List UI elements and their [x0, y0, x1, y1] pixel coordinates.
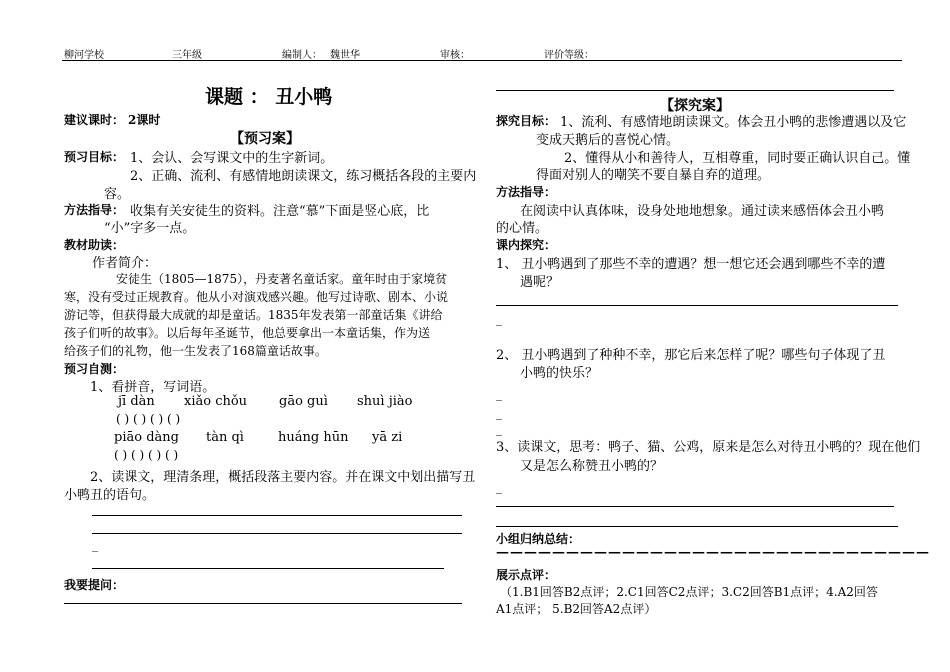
right-top-rule [496, 90, 894, 91]
header-grade-label: 评价等级： [544, 50, 594, 61]
summary-dash-line: ——————————————————————————————— [496, 545, 930, 560]
selftest-q2a: 2、读课文，理清条理，概括段落主要内容。并在课文中划出描写丑 [90, 470, 476, 485]
explore-goal-2b: 得面对别人的嘲笑不要自暴自弃的道理。 [536, 168, 771, 183]
page-title: 课题 ： 丑小鸭 [205, 86, 333, 108]
header-school: 柳河学校 [64, 50, 104, 61]
inclass-q1a: 1、 丑小鸭遇到了那些不幸的遭遇？想一想它还会遇到哪些不幸的遭 [496, 257, 886, 272]
selftest-label: 预习自测： [64, 362, 125, 376]
pinyin-gaogui: gāo guì [279, 394, 328, 409]
preview-goal-1: 1、会认、会写课文中的生字新词。 [130, 151, 334, 166]
inclass-q3a: 3、读课文，思考：鸭子、猫、公鸡，原来是怎么对待丑小鸭的？现在他们 [496, 440, 921, 455]
author-label: 作者简介： [92, 256, 158, 271]
explore-goal-2a: 2、懂得从小和善待人，互相尊重，同时要正确认识自己。懂 [564, 151, 911, 166]
pinyin-shuijiao: shuì jiào [357, 394, 413, 409]
show-text-2: A1点评； 5.B2回答A2点评） [496, 602, 657, 616]
header-editor-label: 编制人： [282, 50, 322, 61]
header-rule [62, 60, 902, 61]
bio-line-2: 寒，没有受过正规教育。他从小对演戏感兴趣。他写过诗歌、剧本、小说 [64, 290, 449, 304]
explore-goal-label: 探究目标： [496, 114, 557, 128]
answer-line-3 [92, 568, 444, 569]
brackets-row-1: ( ) ( ) ( ) ( ) [116, 412, 181, 426]
answer-line-2 [92, 533, 462, 534]
preview-goal-label: 预习目标： [64, 150, 125, 164]
q3-mark: _ [496, 480, 502, 494]
pinyin-tanqi: tàn qì [206, 430, 244, 445]
bio-line-4: 孩子们听的故事》。以后每年圣诞节，他总要拿出一本童话集，作为送 [64, 326, 431, 340]
q3-answer-line-1 [496, 506, 894, 507]
summary-label: 小组归纳总结： [496, 532, 581, 546]
explore-goal-1a: 1、流利、有感情地朗读课文。体会丑小鸭的悲惨遭遇以及它 [560, 115, 907, 130]
hours-label: 建议课时： [64, 113, 125, 127]
preview-section-title: 【预习案】 [230, 131, 300, 147]
pinyin-jidan: jī dàn [118, 394, 155, 409]
header-editor-name: 魏世华 [330, 50, 360, 61]
answer-mark: _ [92, 538, 98, 552]
selftest-q1: 1、看拼音，写词语。 [90, 380, 216, 395]
pinyin-yazi: yā zi [372, 430, 403, 445]
inclass-q2b: 小鸭的快乐？ [520, 366, 599, 381]
method-text-b: “小”字多一点。 [104, 221, 196, 236]
aid-label: 教材助读： [64, 238, 125, 252]
show-label: 展示点评： [496, 568, 557, 582]
q2-mark-3: _ [496, 422, 502, 436]
show-text-1: （1.B1回答B2点评；2.C1回答C2点评；3.C2回答B1点评；4.A2回答 [500, 585, 878, 599]
inclass-label: 课内探究： [496, 238, 557, 252]
header-review-label: 审核： [440, 50, 470, 61]
selftest-q2b: 小鸭丑的语句。 [64, 488, 156, 503]
pinyin-huanghun: huáng hūn [278, 430, 349, 445]
brackets-row-2: ( ) ( ) ( ) ( ) [114, 448, 179, 462]
q3-answer-line-2 [496, 526, 898, 527]
hours-value: 2课时 [128, 113, 161, 127]
preview-goal-2b: 容。 [104, 187, 131, 202]
explore-goal-1b: 变成天鹅后的喜悦心情。 [536, 133, 680, 148]
ask-line [64, 603, 462, 604]
explore-method-a: 在阅读中认真体味，设身处地地想象。通过读来感悟体会丑小鸭 [520, 204, 885, 219]
inclass-q1b: 遇呢？ [520, 275, 560, 290]
header-grade: 三年级 [172, 50, 202, 61]
inclass-q2a: 2、 丑小鸭遇到了种种不幸，那它后来怎样了呢？哪些句子体现了丑 [496, 348, 886, 363]
ask-label: 我要提问： [64, 578, 125, 592]
q1-mark: _ [496, 312, 502, 326]
explore-section-title: 【探究案】 [660, 98, 730, 114]
bio-line-1: 安徒生（1805—1875），丹麦著名童话家。童年时由于家境贫 [116, 272, 448, 286]
explore-method-label: 方法指导： [496, 185, 557, 199]
answer-line-1 [92, 515, 462, 516]
inclass-q3b: 又是怎么称赞丑小鸭的？ [520, 459, 664, 474]
q2-mark-2: _ [496, 406, 502, 420]
explore-method-b: 的心情。 [496, 221, 549, 236]
q2-mark-1: _ [496, 387, 502, 401]
pinyin-piaodang: piāo dàng [114, 430, 179, 445]
bio-line-5: 给孩子们的礼物，他一生发表了168篇童话故事。 [64, 344, 327, 358]
bio-line-3: 游记等，但获得最大成就的却是童话。1835年发表第一部童话集《讲给 [64, 308, 443, 322]
q1-answer-line [496, 305, 898, 306]
method-label: 方法指导： [64, 203, 125, 217]
method-text-a: 收集有关安徒生的资料。注意“慕”下面是竖心底，比 [130, 204, 430, 219]
pinyin-xiaochou: xiǎo chǒu [184, 394, 248, 409]
preview-goal-2a: 2、正确、流利、有感情地朗读课文，练习概括各段的主要内 [130, 169, 477, 184]
